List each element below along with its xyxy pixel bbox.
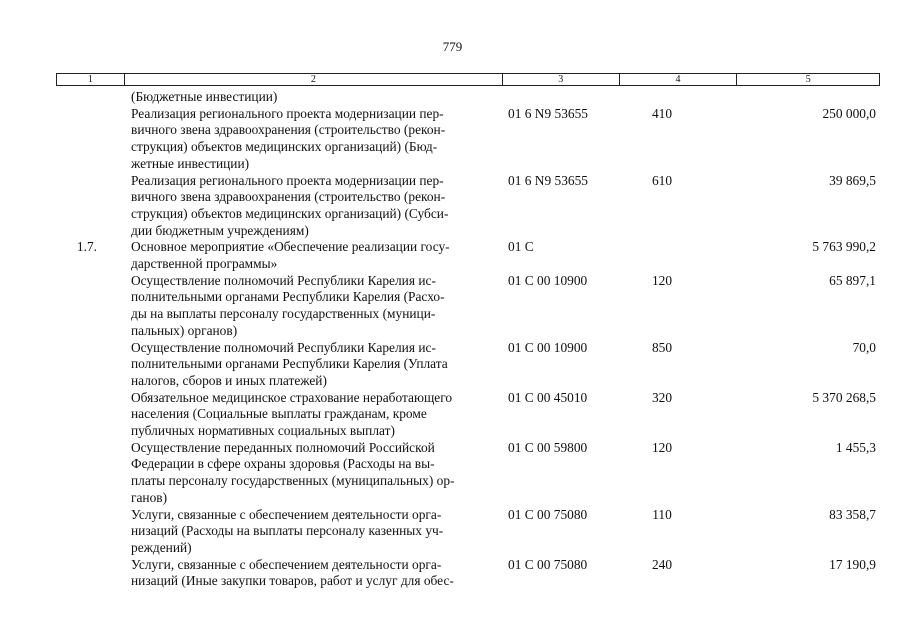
description-line: налогов, сборов и иных платежей) — [131, 372, 327, 388]
row-description — [124, 273, 503, 340]
description-line: платы персоналу государственных (муниципальных) ор- — [131, 473, 455, 489]
description-line: (Бюджетные инвестиции) — [131, 89, 278, 104]
description-line: Осуществление полномочий Республики Карелия ис- — [131, 272, 436, 288]
amount: 39 869,5 — [829, 172, 876, 188]
row-description — [124, 390, 503, 440]
column-header-4: 4 — [620, 74, 738, 85]
description-line: низаций (Расходы на выплаты персоналу казенных уч- — [131, 523, 444, 539]
target-article-code: 01 С — [508, 239, 534, 255]
description-line: Основное мероприятие «Обеспечение реализации госу- — [131, 239, 450, 255]
target-article-code: 01 С 00 75080 — [508, 506, 588, 522]
row-description — [124, 173, 503, 240]
expense-type-code: 320 — [651, 389, 673, 405]
table-row — [56, 340, 880, 390]
table-row — [56, 557, 880, 590]
expense-type-code: 240 — [651, 556, 673, 572]
table-row — [56, 273, 880, 340]
target-article-code: 01 С 00 75080 — [508, 556, 588, 572]
description-line: дии бюджетным учреждениям) — [131, 222, 309, 238]
description-line: вичного звена здравоохранения (строительство (рекон- — [131, 122, 446, 138]
description-line: пальных) органов) — [131, 322, 238, 338]
target-article-code: 01 С 00 10900 — [508, 272, 588, 288]
description-line: Реализация регионального проекта модернизации пер- — [131, 172, 444, 188]
row-description — [124, 507, 503, 557]
amount: 5 763 990,2 — [812, 239, 876, 255]
description-line: Федерации в сфере охраны здоровья (Расходы на вы- — [131, 456, 435, 472]
amount: 83 358,7 — [829, 506, 876, 522]
description-line: струкция) объектов медицинских организаций) (Субси- — [131, 205, 449, 221]
target-article-code: 01 С 00 45010 — [508, 389, 588, 405]
target-article-code: 01 С 00 10900 — [508, 339, 588, 355]
table-row — [56, 507, 880, 557]
column-header-1: 1 — [57, 74, 125, 85]
expense-type-code: 120 — [651, 272, 673, 288]
amount: 65 897,1 — [829, 272, 876, 288]
description-line: Обязательное медицинское страхование неработающего — [131, 389, 453, 405]
row-description — [124, 239, 503, 272]
expense-type-code: 110 — [652, 506, 672, 522]
column-header-5: 5 — [805, 74, 811, 85]
description-line: Осуществление переданных полномочий Российской — [131, 439, 435, 455]
page-number: 779 — [442, 39, 463, 54]
row-description — [124, 340, 503, 390]
description-line: реждений) — [131, 539, 192, 555]
table-row — [56, 239, 880, 272]
description-line: дарственной программы» — [131, 256, 278, 272]
column-header-2: 2 — [125, 74, 503, 85]
description-line: Осуществление полномочий Республики Карелия ис- — [131, 339, 436, 355]
expense-type-code: 120 — [651, 439, 673, 455]
target-article-code: 01 6 N9 53655 — [508, 105, 588, 121]
expense-type-code: 410 — [651, 105, 673, 121]
table-row — [56, 173, 880, 240]
table-row — [56, 390, 880, 440]
target-article-code: 01 6 N9 53655 — [508, 172, 588, 188]
description-line: Реализация регионального проекта модернизации пер- — [131, 105, 444, 121]
row-description — [124, 89, 503, 106]
description-line: струкция) объектов медицинских организаций) (Бюд- — [131, 139, 438, 155]
description-line: публичных нормативных социальных выплат) — [131, 423, 395, 439]
description-line: вичного звена здравоохранения (строительство (рекон- — [131, 189, 446, 205]
row-description — [124, 440, 503, 507]
description-line: низаций (Иные закупки товаров, работ и услуг для обес- — [131, 573, 454, 589]
description-line: полнительными органами Республики Карелия (Уплата — [131, 356, 448, 372]
amount: 250 000,0 — [822, 105, 876, 121]
description-line: ганов) — [131, 489, 168, 505]
amount: 17 190,9 — [829, 556, 876, 572]
description-line: Услуги, связанные с обеспечением деятельности орга- — [131, 506, 442, 522]
target-article-code: 01 С 00 59800 — [508, 439, 588, 455]
table-row — [56, 89, 880, 106]
row-description — [124, 557, 503, 590]
description-line: Услуги, связанные с обеспечением деятельности орга- — [131, 556, 442, 572]
amount: 1 455,3 — [835, 439, 876, 455]
expense-type-code: 610 — [651, 172, 673, 188]
table-header-row — [56, 73, 880, 86]
expense-type-code: 850 — [651, 339, 673, 355]
table-row — [56, 440, 880, 507]
description-line: населения (Социальные выплаты гражданам, кроме — [131, 406, 427, 422]
amount: 5 370 268,5 — [812, 389, 876, 405]
table-row — [56, 106, 880, 173]
description-line: ды на выплаты персоналу государственных (муници- — [131, 306, 436, 322]
budget-table-body — [56, 89, 880, 590]
row-description — [124, 106, 503, 173]
description-line: полнительными органами Республики Карелия (Расхо- — [131, 289, 445, 305]
amount: 70,0 — [852, 339, 876, 355]
description-line: жетные инвестиции) — [131, 155, 250, 171]
column-header-3: 3 — [503, 74, 620, 85]
row-number: 1.7. — [76, 239, 97, 255]
